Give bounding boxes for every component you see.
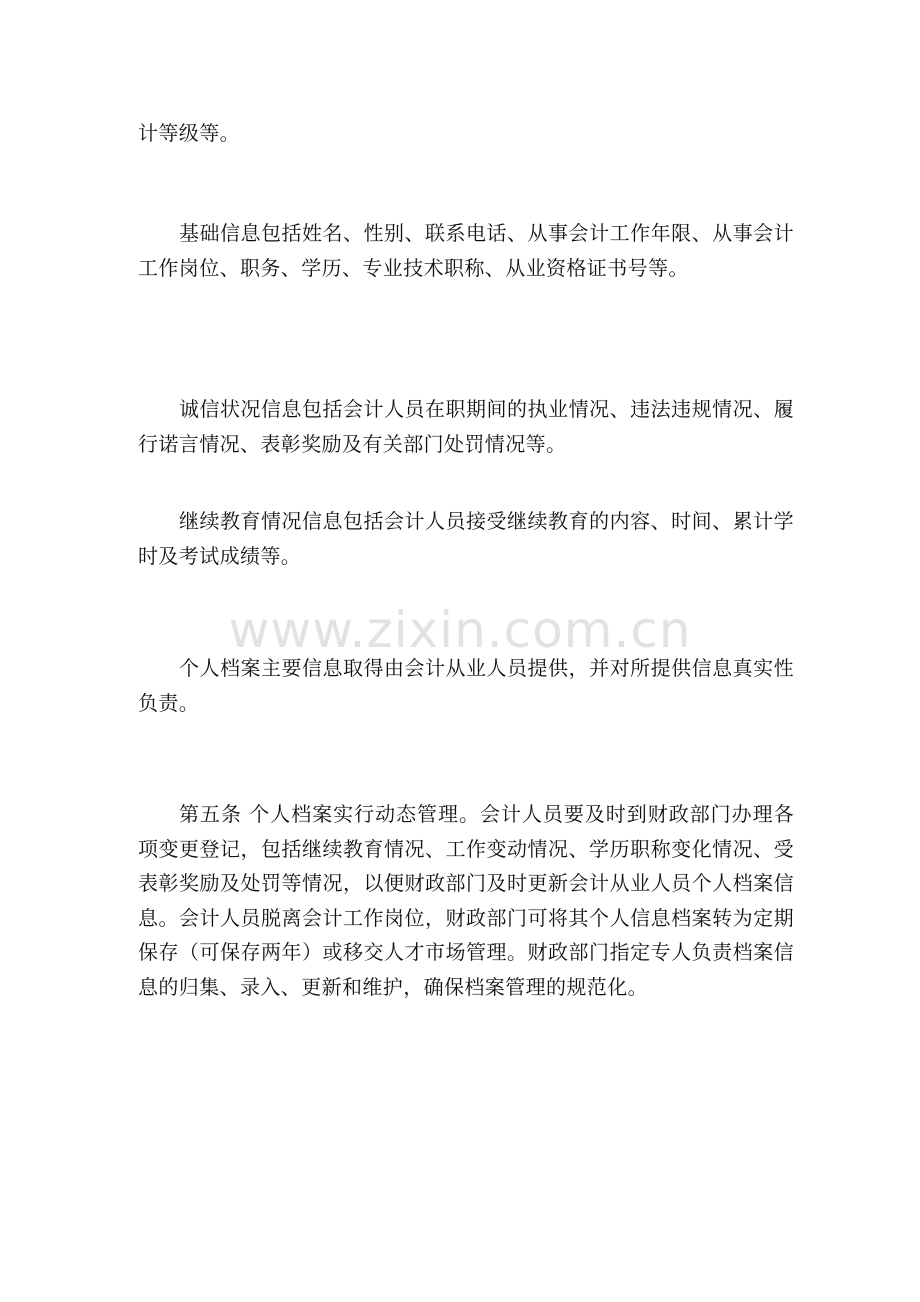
paragraph-basic-info: 基础信息包括姓名、性别、联系电话、从事会计工作年限、从事会计工作岗位、职务、学历、专业技术职称、从业资格证书号等。 — [138, 221, 794, 280]
paragraph-article-five: 第五条 个人档案实行动态管理。会计人员要及时到财政部门办理各项变更登记，包括继续教育情况、工作变动情况、学历职称变化情况、受表彰奖励及处罚等情况，以便财政部门及时更新会计从业人员个人档案信息。会计人员脱离会计工作岗位，财政部门可将其个人信息档案转为定期保存（可保存两年）或移交人才市场管理。财政部门指定专人负责档案信息的归集、录入、更新和维护，确保档案管理的规范化。 — [138, 802, 794, 999]
paragraph-education-info: 继续教育情况信息包括会计人员接受继续教育的内容、时间、累计学时及考试成绩等。 — [138, 509, 794, 568]
paragraph-integrity-info: 诚信状况信息包括会计人员在职期间的执业情况、违法违规情况、履行诺言情况、表彰奖励及有关部门处罚情况等。 — [138, 397, 794, 456]
paragraph-info-source: 个人档案主要信息取得由会计从业人员提供，并对所提供信息真实性负责。 — [138, 656, 794, 715]
watermark: www.zixin.com.cn — [228, 601, 692, 659]
paragraph-continuation: 计等级等。 — [138, 121, 240, 145]
